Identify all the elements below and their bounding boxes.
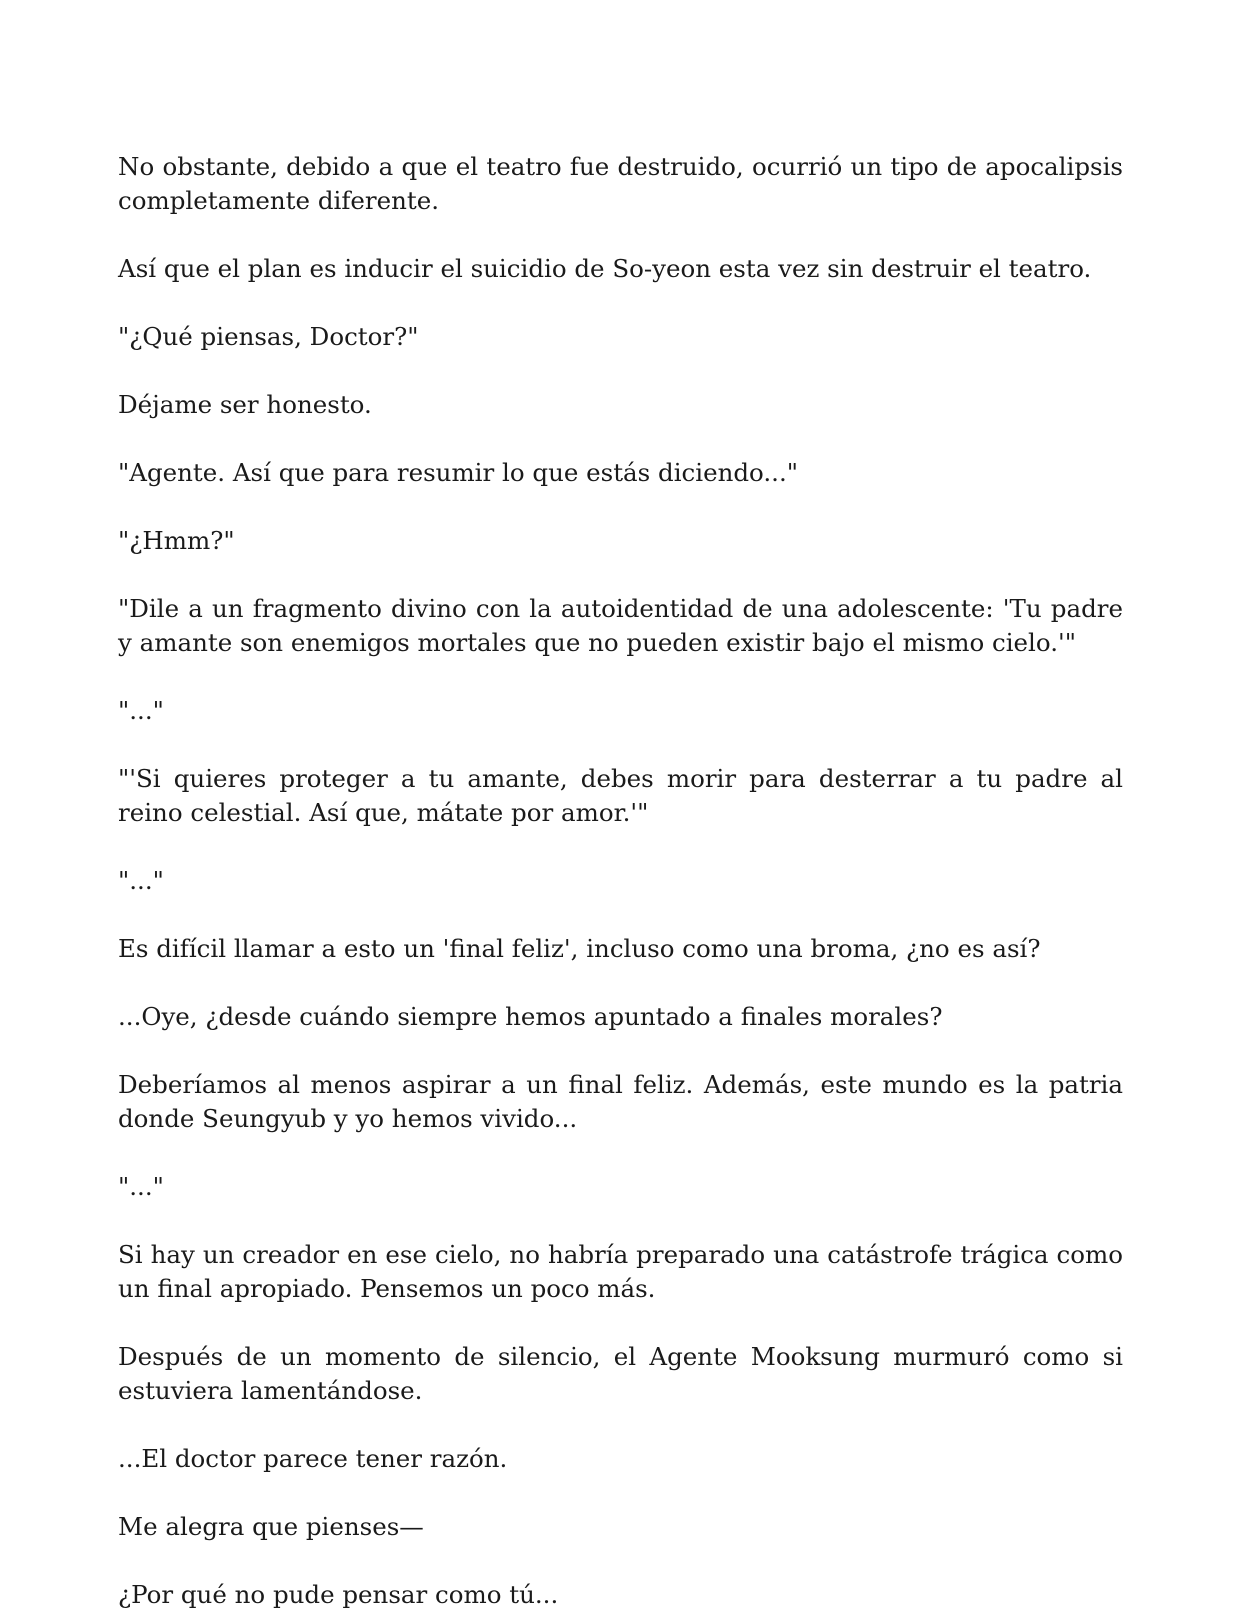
paragraph-4: Déjame ser honesto. bbox=[118, 390, 372, 419]
paragraph-8: "..." bbox=[118, 696, 164, 725]
paragraph-14: "..." bbox=[118, 1172, 164, 1201]
paragraph-6: "¿Hmm?" bbox=[118, 526, 235, 555]
paragraph-7: "Dile a un fragmento divino con la autoidentidad de una adolescente: 'Tu padre y amante son enemigos mortales que no pueden existir bajo el mismo cielo.'" bbox=[118, 594, 1123, 657]
paragraph-11: Es difícil llamar a esto un 'final feliz', incluso como una broma, ¿no es así? bbox=[118, 934, 1041, 963]
paragraph-16: Después de un momento de silencio, el Agente Mooksung murmuró como si estuviera lamentándose. bbox=[118, 1342, 1123, 1405]
paragraph-18: Me alegra que pienses— bbox=[118, 1512, 424, 1541]
paragraph-2: Así que el plan es inducir el suicidio de So-yeon esta vez sin destruir el teatro. bbox=[118, 254, 1092, 283]
paragraph-5: "Agente. Así que para resumir lo que estás diciendo..." bbox=[118, 458, 799, 487]
paragraph-1: No obstante, debido a que el teatro fue destruido, ocurrió un tipo de apocalipsis completamente diferente. bbox=[118, 152, 1123, 215]
paragraph-13: Deberíamos al menos aspirar a un final feliz. Además, este mundo es la patria donde Seungyub y yo hemos vivido... bbox=[118, 1070, 1123, 1133]
paragraph-9: "'Si quieres proteger a tu amante, debes morir para desterrar a tu padre al reino celestial. Así que, mátate por amor.'" bbox=[118, 764, 1123, 827]
paragraph-17: ...El doctor parece tener razón. bbox=[118, 1444, 508, 1473]
paragraph-19: ¿Por qué no pude pensar como tú... bbox=[118, 1580, 559, 1609]
paragraph-12: ...Oye, ¿desde cuándo siempre hemos apuntado a finales morales? bbox=[118, 1002, 943, 1031]
paragraph-15: Si hay un creador en ese cielo, no habría preparado una catástrofe trágica como un final apropiado. Pensemos un poco más. bbox=[118, 1240, 1123, 1303]
paragraph-3: "¿Qué piensas, Doctor?" bbox=[118, 322, 419, 351]
paragraph-10: "..." bbox=[118, 866, 164, 895]
document-body bbox=[118, 150, 1123, 1617]
